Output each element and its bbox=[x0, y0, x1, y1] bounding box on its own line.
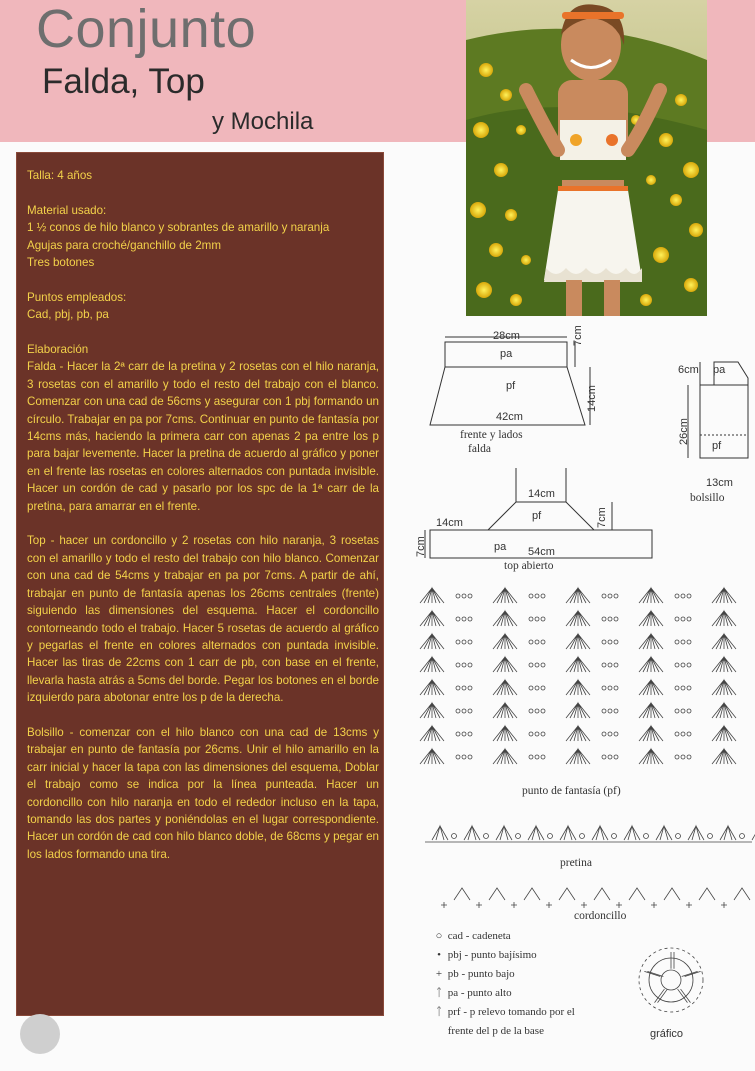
chain-stitch-mark bbox=[541, 617, 545, 621]
waistband-stitch-mark bbox=[656, 826, 672, 840]
chain-stitch-mark bbox=[468, 686, 472, 690]
chain-stitch-mark bbox=[644, 834, 649, 839]
legend-text: frente del p de la base bbox=[447, 1025, 544, 1037]
pocket-body-label: pf bbox=[712, 440, 722, 452]
chain-stitch-mark bbox=[614, 640, 618, 644]
skirt-band-height-text: 7cm bbox=[572, 325, 584, 346]
chain-stitch-mark bbox=[602, 594, 606, 598]
legend-row bbox=[433, 968, 515, 980]
chain-stitch-mark bbox=[541, 663, 545, 667]
pocket-flap-label: pa bbox=[713, 364, 726, 376]
chain-stitch-mark bbox=[468, 594, 472, 598]
shell-stitch-mark bbox=[639, 611, 663, 626]
chain-stitch-mark bbox=[687, 663, 691, 667]
shell-stitch-mark bbox=[566, 749, 590, 764]
legend-text: pb - punto bajo bbox=[447, 968, 515, 980]
material-line: Tres botones bbox=[27, 256, 95, 270]
chain-stitch-mark bbox=[535, 663, 539, 667]
legend-row bbox=[433, 1006, 575, 1018]
shell-stitch-mark bbox=[493, 726, 517, 741]
chain-stitch-mark bbox=[675, 640, 679, 644]
chain-stitch-mark bbox=[468, 617, 472, 621]
legend-text: pa - punto alto bbox=[447, 987, 512, 999]
chain-stitch-mark bbox=[614, 732, 618, 736]
chain-stitch-mark bbox=[740, 834, 745, 839]
chain-stitch-mark bbox=[484, 834, 489, 839]
single-crochet-mark bbox=[476, 902, 482, 908]
chain-stitch-mark bbox=[516, 834, 521, 839]
chain-stitch-mark bbox=[535, 755, 539, 759]
chain-stitch-mark bbox=[529, 594, 533, 598]
single-crochet-mark bbox=[721, 902, 727, 908]
chain-stitch-mark bbox=[456, 732, 460, 736]
top-band-height-text: 7cm bbox=[415, 536, 427, 557]
shell-stitch-mark bbox=[712, 657, 736, 672]
shell-stitch-mark bbox=[420, 611, 444, 626]
chain-stitch-mark bbox=[608, 663, 612, 667]
chain-stitch-mark bbox=[681, 755, 685, 759]
chain-stitch-mark bbox=[602, 755, 606, 759]
chain-stitch-mark bbox=[614, 709, 618, 713]
single-crochet-mark bbox=[581, 902, 587, 908]
elaboration-heading: Elaboración bbox=[27, 343, 89, 357]
shell-stitch-mark bbox=[420, 726, 444, 741]
single-crochet-mark bbox=[511, 902, 517, 908]
chain-stitch-mark bbox=[468, 732, 472, 736]
top-band-label: pa bbox=[494, 541, 507, 553]
chain-stitch-mark bbox=[529, 686, 533, 690]
single-crochet-symbol-icon: + bbox=[435, 968, 443, 980]
shell-stitch-mark bbox=[566, 611, 590, 626]
chain-stitch-mark bbox=[675, 663, 679, 667]
skirt-body-label: pf bbox=[506, 380, 516, 392]
shell-stitch-mark bbox=[493, 680, 517, 695]
chain-stitch-mark bbox=[614, 663, 618, 667]
chain-stitch-mark bbox=[541, 755, 545, 759]
chain-stitch-mark bbox=[535, 709, 539, 713]
chain-stitch-mark bbox=[452, 834, 457, 839]
rosette-caption: gráfico bbox=[650, 1028, 684, 1040]
chain-stitch-mark bbox=[614, 755, 618, 759]
waistband-stitch-mark bbox=[688, 826, 704, 840]
chain-stitch-mark bbox=[608, 594, 612, 598]
chain-stitch-mark bbox=[708, 834, 713, 839]
chain-stitch-mark bbox=[675, 686, 679, 690]
chain-stitch-mark bbox=[535, 594, 539, 598]
chain-stitch-mark bbox=[681, 686, 685, 690]
post-stitch-symbol-icon: ᛏ bbox=[435, 1006, 443, 1018]
chain-stitch-mark bbox=[456, 709, 460, 713]
size-line: Talla: 4 años bbox=[27, 169, 93, 182]
chain-symbol-icon: ○ bbox=[435, 930, 443, 942]
shell-stitch-mark bbox=[420, 703, 444, 718]
shell-stitch-mark bbox=[712, 634, 736, 649]
shell-stitch-mark bbox=[712, 703, 736, 718]
chain-stitch-mark bbox=[681, 640, 685, 644]
slip-stitch-symbol-icon: • bbox=[437, 949, 441, 961]
skirt-bottom-width: 42cm bbox=[496, 411, 523, 423]
shell-stitch-mark bbox=[420, 657, 444, 672]
shell-stitch-mark bbox=[420, 680, 444, 695]
chain-stitch-mark bbox=[675, 732, 679, 736]
chain-stitch-mark bbox=[614, 617, 618, 621]
shell-stitch-mark bbox=[639, 588, 663, 603]
chain-stitch-mark bbox=[462, 617, 466, 621]
chain-stitch-mark bbox=[675, 594, 679, 598]
chain-stitch-mark bbox=[456, 686, 460, 690]
shell-stitch-mark bbox=[493, 703, 517, 718]
top-side-width: 14cm bbox=[436, 517, 463, 529]
chain-stitch-mark bbox=[529, 617, 533, 621]
material-line: 1 ½ conos de hilo blanco y sobrantes de amarillo y naranja bbox=[27, 221, 330, 235]
rosette-petal-mark bbox=[655, 989, 668, 1003]
single-crochet-mark bbox=[651, 902, 657, 908]
waistband-caption: pretina bbox=[560, 857, 592, 869]
top-band-height bbox=[415, 536, 427, 557]
shell-stitch-mark bbox=[712, 588, 736, 603]
shell-stitch-mark bbox=[639, 726, 663, 741]
chain-stitch-mark bbox=[612, 834, 617, 839]
shell-stitch-mark bbox=[639, 749, 663, 764]
chain-stitch-mark bbox=[687, 617, 691, 621]
chain-stitch-mark bbox=[687, 709, 691, 713]
chain-stitch-mark bbox=[675, 709, 679, 713]
chain-stitch-mark bbox=[580, 834, 585, 839]
chain-stitch-mark bbox=[462, 755, 466, 759]
skirt-band-label: pa bbox=[500, 348, 513, 360]
waistband-stitch-mark bbox=[560, 826, 576, 840]
shell-stitch-mark bbox=[639, 680, 663, 695]
chain-stitch-mark bbox=[529, 663, 533, 667]
legend-row bbox=[433, 987, 512, 999]
single-crochet-mark bbox=[616, 902, 622, 908]
chain-stitch-mark bbox=[462, 663, 466, 667]
pocket-bottom-width: 13cm bbox=[706, 477, 733, 489]
shell-stitch-mark bbox=[639, 634, 663, 649]
cord-stitch-mark bbox=[559, 888, 575, 900]
chain-stitch-mark bbox=[687, 732, 691, 736]
cord-stitch-mark bbox=[664, 888, 680, 900]
title-conjunto: Conjunto bbox=[36, 0, 257, 59]
chain-stitch-mark bbox=[681, 617, 685, 621]
material-line: Agujas para croché/ganchillo de 2mm bbox=[27, 238, 221, 252]
chain-stitch-mark bbox=[468, 755, 472, 759]
chain-stitch-mark bbox=[608, 709, 612, 713]
waistband-stitch-mark bbox=[720, 826, 736, 840]
chain-stitch-mark bbox=[462, 640, 466, 644]
cord-stitch-mark bbox=[594, 888, 610, 900]
legend-text: pbj - punto bajísimo bbox=[447, 949, 537, 961]
chain-stitch-mark bbox=[681, 663, 685, 667]
chain-stitch-mark bbox=[468, 709, 472, 713]
chain-stitch-mark bbox=[608, 732, 612, 736]
chain-stitch-mark bbox=[535, 686, 539, 690]
top-front-width: 14cm bbox=[528, 488, 555, 500]
chain-stitch-mark bbox=[462, 686, 466, 690]
chain-stitch-mark bbox=[535, 617, 539, 621]
shell-stitch-mark bbox=[493, 588, 517, 603]
legend-row bbox=[433, 930, 511, 942]
shell-stitch-mark bbox=[493, 611, 517, 626]
chain-stitch-mark bbox=[529, 755, 533, 759]
shell-stitch-mark bbox=[566, 726, 590, 741]
legend-text: prf - p relevo tomando por el bbox=[447, 1006, 575, 1018]
top-front-height-text: 7cm bbox=[596, 507, 608, 528]
chain-stitch-mark bbox=[529, 709, 533, 713]
chain-stitch-mark bbox=[456, 594, 460, 598]
cord-stitch-mark bbox=[454, 888, 470, 900]
chain-stitch-mark bbox=[529, 640, 533, 644]
shell-stitch-mark bbox=[712, 726, 736, 741]
skirt-caption-2: falda bbox=[468, 443, 491, 455]
shell-stitch-mark bbox=[493, 749, 517, 764]
chain-stitch-mark bbox=[676, 834, 681, 839]
shell-stitch-mark bbox=[566, 657, 590, 672]
chain-stitch-mark bbox=[468, 640, 472, 644]
chain-stitch-mark bbox=[462, 594, 466, 598]
top-front-height bbox=[596, 507, 608, 528]
pocket-caption: bolsillo bbox=[690, 492, 725, 504]
skirt-instructions: Falda - Hacer la 2ª carr de la pretina y 2 rosetas con el hilo naranja, 3 rosetas con el amarillo y todo el resto del trabajo con el blanco. Comenzar con una cad de 56cms y asegurar con 1 pbj formando un círculo. Trabajar en pa por 7cms. Continuar en punto de fantasía por 14cms más, haciendo la primera carr con apenas 2 pa entre los p para bajar levemente. Hacer la pretina de acuerdo al gráfico y poner en el frente las rosetas en colores alternados con puntada invisible. Hacer un cordón de cad y pasarlo por los spc de la 1ª carr de la pretina, para amarrar en el frente. bbox=[27, 360, 379, 513]
waistband-stitch-mark bbox=[592, 826, 608, 840]
chain-stitch-mark bbox=[535, 640, 539, 644]
skirt-band-height bbox=[572, 325, 584, 346]
stitches-list: Cad, pbj, pb, pa bbox=[27, 308, 109, 322]
cord-stitch-chart bbox=[441, 888, 750, 908]
chain-stitch-mark bbox=[535, 732, 539, 736]
chain-stitch-mark bbox=[456, 640, 460, 644]
pocket-shape bbox=[700, 362, 748, 458]
shell-stitch-mark bbox=[712, 749, 736, 764]
chain-stitch-mark bbox=[602, 640, 606, 644]
skirt-caption-1: frente y lados bbox=[460, 429, 523, 441]
chain-stitch-mark bbox=[602, 686, 606, 690]
waistband-stitch-mark bbox=[464, 826, 480, 840]
chain-stitch-mark bbox=[468, 663, 472, 667]
cord-stitch-mark bbox=[734, 888, 750, 900]
chain-stitch-mark bbox=[602, 663, 606, 667]
chain-stitch-mark bbox=[608, 640, 612, 644]
material-heading: Material usado: bbox=[27, 203, 107, 217]
waistband-stitch-mark bbox=[624, 826, 640, 840]
title-mochila: y Mochila bbox=[212, 108, 314, 135]
waistband-stitch-chart bbox=[425, 826, 755, 842]
top-caption: top abierto bbox=[504, 560, 554, 572]
chain-stitch-mark bbox=[687, 594, 691, 598]
waistband-stitch-mark bbox=[432, 826, 448, 840]
single-crochet-mark bbox=[686, 902, 692, 908]
top-band-width: 54cm bbox=[528, 546, 555, 558]
rosette-chart bbox=[639, 948, 703, 1012]
legend-row bbox=[433, 949, 537, 961]
single-crochet-mark bbox=[441, 902, 447, 908]
shell-stitch-mark bbox=[420, 634, 444, 649]
chain-stitch-mark bbox=[462, 732, 466, 736]
cord-stitch-mark bbox=[524, 888, 540, 900]
cord-stitch-mark bbox=[629, 888, 645, 900]
rosette-petal-mark bbox=[644, 971, 663, 976]
chain-stitch-mark bbox=[541, 594, 545, 598]
chain-stitch-mark bbox=[456, 663, 460, 667]
pocket-height bbox=[678, 418, 690, 445]
waistband-stitch-mark bbox=[528, 826, 544, 840]
chain-stitch-mark bbox=[687, 686, 691, 690]
chain-stitch-mark bbox=[675, 755, 679, 759]
cord-stitch-mark bbox=[699, 888, 715, 900]
chain-stitch-mark bbox=[456, 755, 460, 759]
shell-stitch-mark bbox=[493, 657, 517, 672]
shell-stitch-mark bbox=[566, 703, 590, 718]
chain-stitch-mark bbox=[456, 617, 460, 621]
chain-stitch-mark bbox=[681, 594, 685, 598]
top-instructions: Top - hacer un cordoncillo y 2 rosetas con hilo naranja, 3 rosetas con el amarillo y todo el resto del trabajo con hilo blanco. Comenzar con una cad de 54cms y trabajar en pa por 7cms. A partir de ahí, trabajar en punto de fantasía apenas los 26cms centrales (frente) siguiendo las dimensiones del esquema. Hacer el cordoncillo contorneando todo el trabajo. Hacer 5 rosetas de acuerdo al gráfico y pegarlas el frente en colores alternados con puntada invisible. Hacer las tiras de 22cms con 1 carr de pb, con base en el frente, llevarla hasta atrás a 5cms del borde. Pegar los botones en el borde izquierdo para abotonar entre los p de la derecha. bbox=[27, 534, 379, 705]
chain-stitch-mark bbox=[602, 617, 606, 621]
shell-stitch-mark bbox=[639, 703, 663, 718]
chain-stitch-mark bbox=[602, 709, 606, 713]
chain-stitch-mark bbox=[608, 617, 612, 621]
fantasy-stitch-caption: punto de fantasía (pf) bbox=[522, 785, 621, 797]
fantasy-stitch-rows bbox=[420, 588, 736, 764]
rosette-petal-mark bbox=[671, 952, 674, 969]
shell-stitch-mark bbox=[493, 634, 517, 649]
skirt-body-height-text: 14cm bbox=[586, 385, 598, 412]
legend-text: cad - cadeneta bbox=[447, 930, 511, 942]
cord-stitch-mark bbox=[489, 888, 505, 900]
cord-caption: cordoncillo bbox=[574, 910, 627, 922]
chain-stitch-mark bbox=[687, 755, 691, 759]
chain-stitch-mark bbox=[602, 732, 606, 736]
chain-stitch-mark bbox=[608, 686, 612, 690]
chain-stitch-mark bbox=[529, 732, 533, 736]
chain-stitch-mark bbox=[548, 834, 553, 839]
chain-stitch-mark bbox=[614, 594, 618, 598]
single-crochet-mark bbox=[546, 902, 552, 908]
shell-stitch-mark bbox=[420, 588, 444, 603]
shell-stitch-mark bbox=[420, 749, 444, 764]
chain-stitch-mark bbox=[614, 686, 618, 690]
shell-stitch-mark bbox=[639, 657, 663, 672]
shell-stitch-mark bbox=[712, 611, 736, 626]
chain-stitch-mark bbox=[541, 732, 545, 736]
chain-stitch-mark bbox=[541, 686, 545, 690]
stitches-heading: Puntos empleados: bbox=[27, 290, 127, 304]
double-crochet-symbol-icon: ᛏ bbox=[435, 987, 443, 999]
shell-stitch-mark bbox=[566, 634, 590, 649]
pocket-instructions: Bolsillo - comenzar con el hilo blanco con una cad de 13cms y trabajar en punto de fantasía por 26cms. Unir el hilo amarillo en la carr inicial y hacer la tapa con las dimensiones del esquema, Doblar el trabajo como se indica por la línea punteada. Hacer un cordoncillo con hilo naranja en todo el rededor incluso en la tapa, tomando las dos partes y poniéndolas en el lugar correspondiente. Hacer un cordón de cad con hilo blanco doble, de 68cms y pegar en los lados formando una tira. bbox=[27, 725, 379, 861]
chain-stitch-mark bbox=[681, 709, 685, 713]
pocket-height-text: 26cm bbox=[678, 418, 690, 445]
shell-stitch-mark bbox=[566, 588, 590, 603]
skirt-top-width: 28cm bbox=[493, 330, 520, 342]
chain-stitch-mark bbox=[681, 732, 685, 736]
top-front-label: pf bbox=[532, 510, 542, 522]
title-falda-top: Falda, Top bbox=[42, 62, 205, 101]
pocket-flap-width: 6cm bbox=[678, 364, 699, 376]
skirt-body-height bbox=[586, 385, 598, 412]
chain-stitch-mark bbox=[608, 755, 612, 759]
legend-row bbox=[433, 1025, 544, 1037]
chain-stitch-mark bbox=[541, 640, 545, 644]
shell-stitch-mark bbox=[712, 680, 736, 695]
chain-stitch-mark bbox=[462, 709, 466, 713]
waistband-stitch-mark bbox=[496, 826, 512, 840]
shell-stitch-mark bbox=[566, 680, 590, 695]
chain-stitch-mark bbox=[687, 640, 691, 644]
chain-stitch-mark bbox=[541, 709, 545, 713]
chain-stitch-mark bbox=[675, 617, 679, 621]
